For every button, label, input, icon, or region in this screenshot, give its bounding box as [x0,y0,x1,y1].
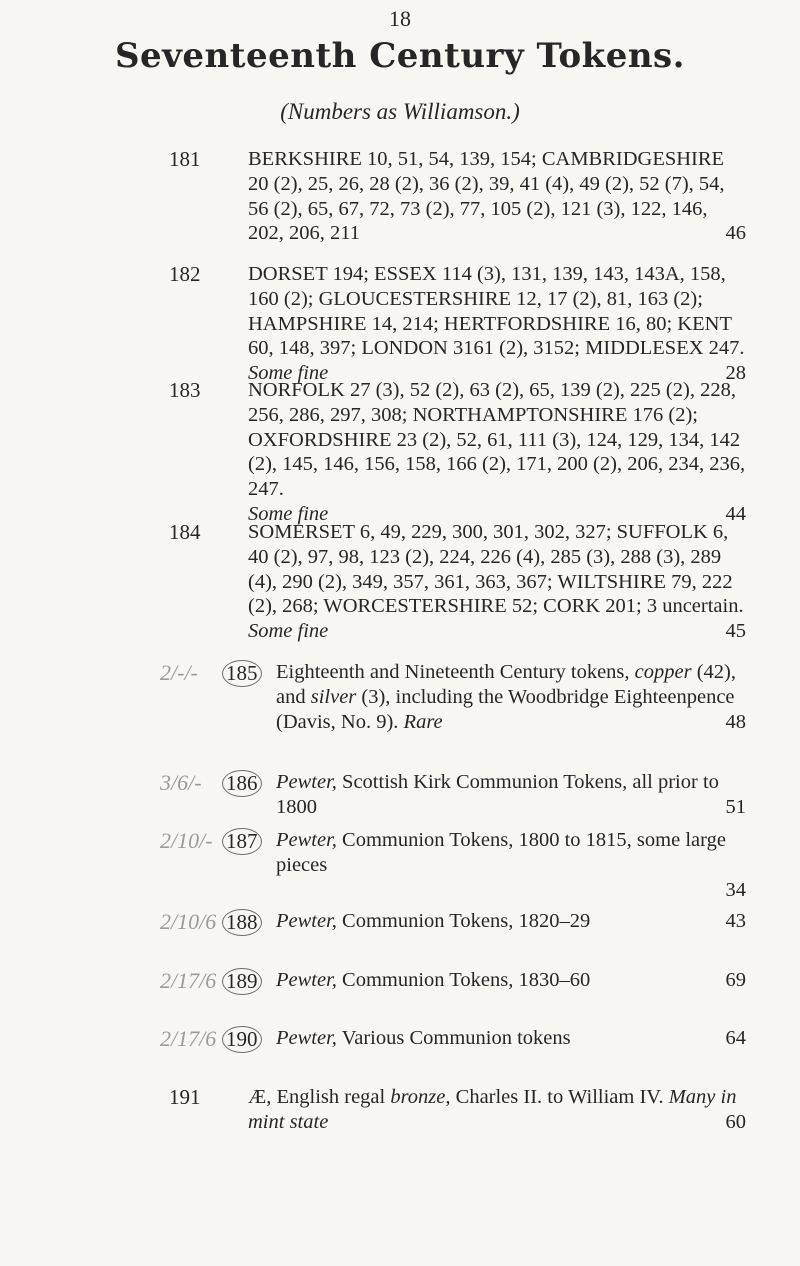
lot-number: 181 [169,147,201,171]
lot-number: 188 [222,909,264,936]
page-subtitle: (Numbers as Williamson.) [280,99,520,124]
lot-number: 182 [169,262,201,286]
lot-number: 183 [169,378,201,402]
lot-number: 185 [222,660,264,687]
lot-number: 189 [222,968,264,995]
lot-description: NORFOLK 27 (3), 52 (2), 63 (2), 65, 139 (2), 225 (2), 228, 256, 286, 297, 308; NORTHAMPTONSHIRE 176 (2); OXFORDSHIRE 23 (2), 52, 61, 111 (3), 124, 129, 134, 142 (2), 145, 146, 156, 158, 166 (2), 171, 200 (2), 206, 234, 236, 247. Some fine 44 [248,379,746,525]
lot-description: Pewter, Communion Tokens, 1820–29 43 [276,910,746,932]
handwritten-annotation: 2/-/- [160,660,198,685]
lot-price: 45 [725,620,746,643]
lot-description: DORSET 194; ESSEX 114 (3), 131, 139, 143, 143A, 158, 160 (2); GLOUCESTERSHIRE 12, 17 (2), 81, 163 (2); HAMPSHIRE 14, 214; HERTFORDSHIRE 16, 80; KENT 60, 148, 397; LONDON 3161 (2), 3152; MIDDLESEX 247. Some fine 28 [248,263,746,385]
lot-price: 64 [725,1027,746,1049]
lot-price: 60 [725,1110,746,1133]
lot-price: 69 [725,969,746,991]
lot-description: Æ, English regal bronze, Charles II. to William IV. Many in mint state 60 [248,1086,746,1133]
lot-description: Eighteenth and Nineteenth Century tokens, copper (42), and silver (3), including the Woodbridge Eighteenpence (Davis, No. 9). Rare 48 [276,661,746,733]
page-number: 18 [389,6,411,31]
lot-number: 186 [222,770,264,797]
lot-number: 184 [169,520,201,544]
lot-price: 46 [725,222,746,245]
lot-price: 43 [725,910,746,932]
handwritten-annotation: 3/6/- [160,770,202,795]
handwritten-annotation: 2/10/6 [160,909,217,934]
lot-description: SOMERSET 6, 49, 229, 300, 301, 302, 327; SUFFOLK 6, 40 (2), 97, 98, 123 (2), 224, 226 (4), 285 (3), 288 (3), 289 (4), 290 (2), 349, 357, 361, 363, 367; WILTSHIRE 79, 222 (2), 268; WORCESTERSHIRE 52; CORK 201; 3 uncertain. Some fine 45 [248,521,746,643]
lot-description: BERKSHIRE 10, 51, 54, 139, 154; CAMBRIDGESHIRE 20 (2), 25, 26, 28 (2), 36 (2), 39, 41 (4), 49 (2), 52 (7), 54, 56 (2), 65, 67, 72, 73 (2), 77, 105 (2), 121 (3), 122, 146, 202, 206, 211 46 [248,148,746,245]
lot-price: 28 [725,362,746,385]
lot-price: 44 [725,502,746,525]
lot-price: 51 [725,795,746,818]
handwritten-annotation: 2/17/6 [160,1026,217,1051]
handwritten-annotation: 2/10/- [160,828,213,853]
lot-description: Pewter, Various Communion tokens 64 [276,1027,746,1049]
lot-description: Pewter, Communion Tokens, 1800 to 1815, some large pieces 34 [276,829,746,901]
handwritten-annotation: 2/17/6 [160,968,217,993]
lot-number: 190 [222,1026,264,1053]
lot-price: 34 [725,878,746,901]
lot-description: Pewter, Communion Tokens, 1830–60 69 [276,969,746,991]
lot-description: Pewter, Scottish Kirk Communion Tokens, all prior to 1800 51 [276,771,746,818]
lot-number: 191 [169,1085,201,1109]
lot-price: 48 [725,710,746,733]
page-title: Seventeenth Century Tokens. [114,36,686,76]
lot-number: 187 [222,828,264,855]
